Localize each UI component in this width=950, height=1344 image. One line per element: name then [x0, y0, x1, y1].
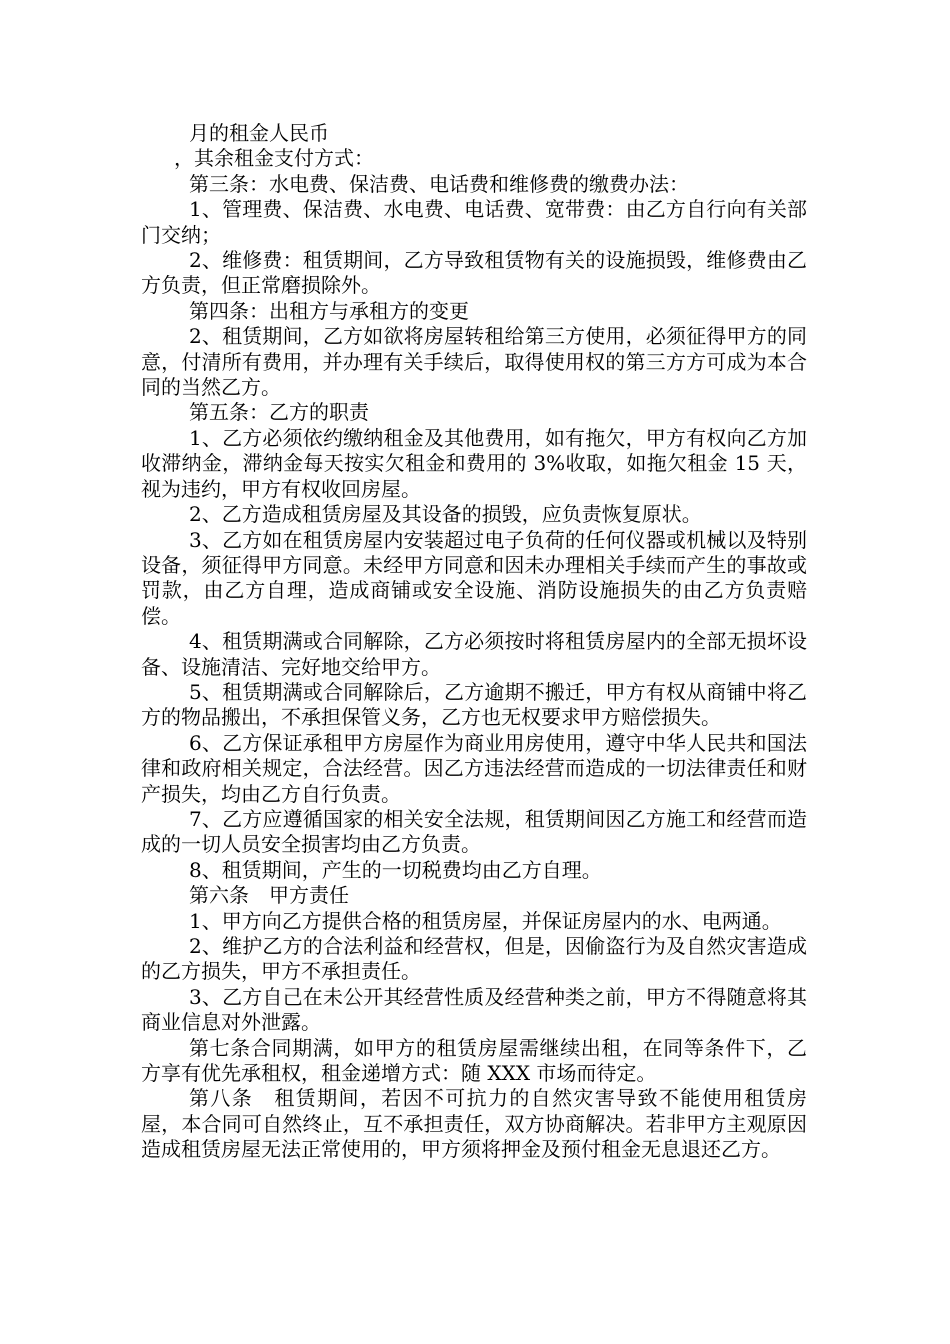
heading-article-5: 第五条：乙方的职责	[189, 400, 369, 425]
heading-article-3: 第三条：水电费、保洁费、电话费和维修费的缴费办法：	[189, 171, 689, 196]
paragraph-article-6-item-2: 2、维护乙方的合法利益和经营权，但是，因偷盗行为及自然灾害造成的乙方损失，甲方不承担责任。	[141, 934, 807, 984]
paragraph-article-4-item-2: 2、租赁期间，乙方如欲将房屋转租给第三方使用，必须征得甲方的同意，付清所有费用，并办理有关手续后，取得使用权的第三方方可成为本合同的当然乙方。	[141, 324, 807, 400]
heading-article-4: 第四条：出租方与承租方的变更	[189, 298, 469, 323]
paragraph-article-5-item-8: 8、租赁期间，产生的一切税费均由乙方自理。	[189, 857, 602, 882]
paragraph-article-6-item-3: 3、乙方自己在未公开其经营性质及经营种类之前，甲方不得随意将其商业信息对外泄露。	[141, 984, 807, 1035]
paragraph-rent-amount: 月的租金人民币	[189, 121, 329, 145]
paragraph-article-5-item-3: 3、乙方如在租赁房屋内安装超过电子负荷的任何仪器或机械以及特别设备，须征得甲方同意。未经甲方同意和因未办理相关手续而产生的事故或罚款，由乙方自理，造成商铺或安全设施、消防设施损失的由乙方负责赔偿。	[141, 527, 807, 628]
paragraph-article-5-item-1: 1、乙方必须依约缴纳租金及其他费用，如有拖欠，甲方有权向乙方加收滞纳金，滞纳金每天按实欠租金和费用的 3%收取，如拖欠租金 15 天，视为违约，甲方有权收回房屋。	[141, 425, 807, 501]
paragraph-rent-payment-method: ，其余租金支付方式：	[174, 146, 374, 171]
document-body	[141, 121, 807, 1163]
paragraph-article-5-item-6: 6、乙方保证承租甲方房屋作为商业用房使用，遵守中华人民共和国法律和政府相关规定，合法经营。因乙方违法经营而造成的一切法律责任和财产损失，均由乙方自行负责。	[141, 730, 807, 806]
heading-article-6: 第六条 甲方责任	[189, 883, 349, 908]
paragraph-article-5-item-4: 4、租赁期满或合同解除，乙方必须按时将租赁房屋内的全部无损坏设备、设施清洁、完好地交给甲方。	[141, 629, 807, 679]
paragraph-article-7: 第七条合同期满，如甲方的租赁房屋需继续出租，在同等条件下，乙方享有优先承租权，租金递增方式：随 XXX 市场而待定。	[141, 1035, 807, 1086]
paragraph-article-5-item-2: 2、乙方造成租赁房屋及其设备的损毁，应负责恢复原状。	[189, 502, 702, 527]
paragraph-article-6-item-1: 1、甲方向乙方提供合格的租赁房屋，并保证房屋内的水、电两通。	[189, 908, 782, 933]
paragraph-article-3-item-2: 2、维修费：租赁期间，乙方导致租赁物有关的设施损毁，维修费由乙方负责，但正常磨损除外。	[141, 248, 807, 298]
paragraph-article-5-item-5: 5、租赁期满或合同解除后，乙方逾期不搬迁，甲方有权从商铺中将乙方的物品搬出，不承担保管义务，乙方也无权要求甲方赔偿损失。	[141, 679, 807, 730]
paragraph-article-3-item-1: 1、管理费、保洁费、水电费、电话费、宽带费：由乙方自行向有关部门交纳；	[141, 197, 807, 247]
paragraph-article-8: 第八条 租赁期间，若因不可抗力的自然灾害导致不能使用租赁房屋，本合同可自然终止，互不承担责任，双方协商解决。若非甲方主观原因造成租赁房屋无法正常使用的，甲方须将押金及预付租金无息退还乙方。	[141, 1086, 807, 1162]
paragraph-article-5-item-7: 7、乙方应遵循国家的相关安全法规，租赁期间因乙方施工和经营而造成的一切人员安全损害均由乙方负责。	[141, 806, 807, 857]
